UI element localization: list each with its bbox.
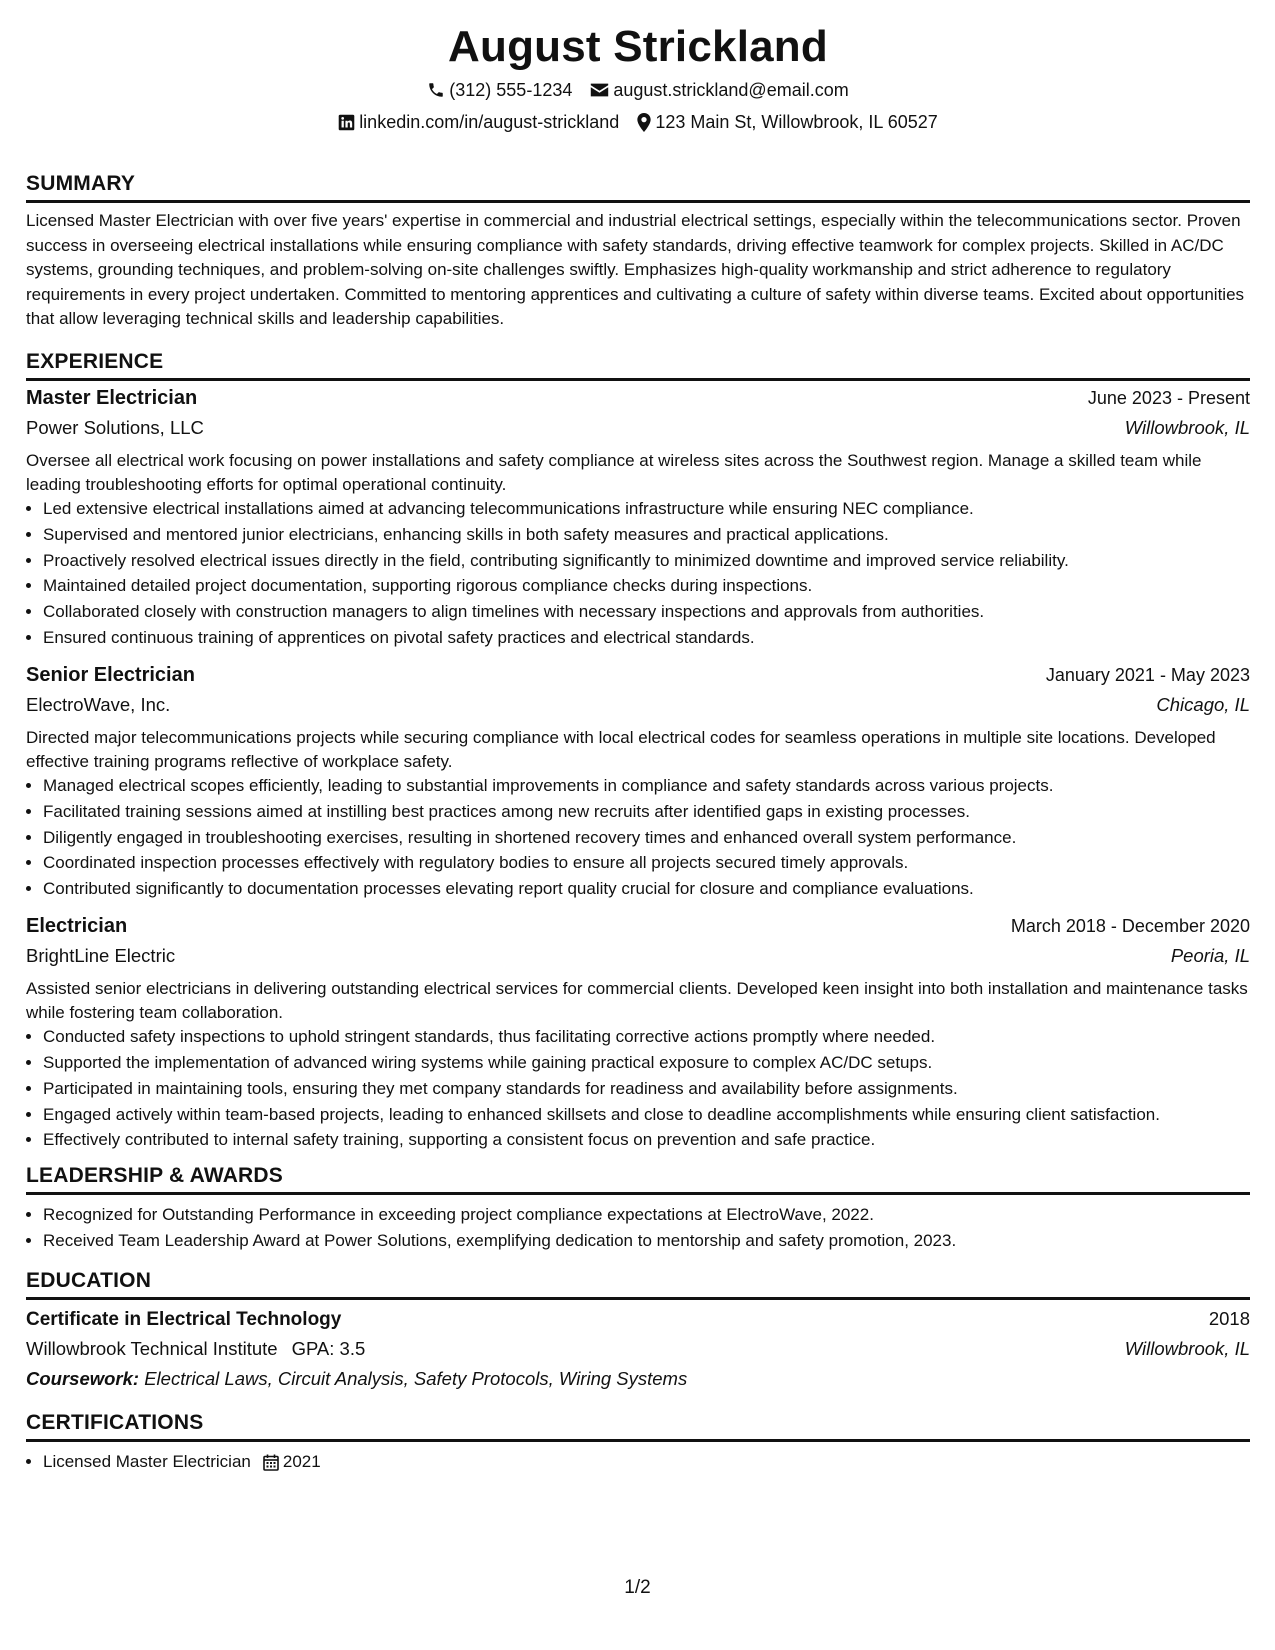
coursework-label: Coursework: xyxy=(26,1368,140,1390)
education-location: Willowbrook, IL xyxy=(1124,1338,1250,1360)
award-item: • Recognized for Outstanding Performance in exceeding project compliance expectations at ElectroWave, 2022. xyxy=(43,1203,1250,1227)
bullet-item: • Led extensive electrical installations aimed at advancing telecommunications infrastructure while ensuring NEC compliance. xyxy=(43,497,1250,521)
contact-row-2 xyxy=(26,106,1250,138)
calendar-icon xyxy=(263,1454,279,1471)
job-description: Oversee all electrical work focusing on power installations and safety compliance at wireless sites across the Southwest region. Manage a skilled team while leading troubleshooting efforts for optimal operational continuity. xyxy=(26,450,1202,494)
job-description: Assisted senior electricians in delivering outstanding electrical services for commercial clients. Developed keen insight into both installation and maintenance tasks while fostering team collaboration. xyxy=(26,979,1248,1023)
bullet-item: • Engaged actively within team-based projects, leading to enhanced skillsets and close to deadline accomplishments while ensuring client satisfaction. xyxy=(43,1103,1250,1127)
linkedin-icon xyxy=(338,114,355,131)
job-bullets xyxy=(26,1025,1250,1152)
company-name: ElectroWave, Inc. xyxy=(26,693,171,715)
linkedin-link[interactable]: linkedin.com/in/august-strickland xyxy=(359,112,620,132)
bullet-item: • Collaborated closely with construction managers to align timelines with necessary inspections and approvals from authorities. xyxy=(43,600,1250,624)
school-name: Willowbrook Technical Institute xyxy=(26,1338,278,1360)
summary-section xyxy=(26,170,1250,332)
job-title: Senior Electrician xyxy=(26,663,195,686)
company-name: Power Solutions, LLC xyxy=(26,416,204,438)
job-dates: June 2023 - Present xyxy=(1087,387,1250,408)
job-bullets xyxy=(26,497,1250,650)
job-title: Electrician xyxy=(26,915,128,938)
summary-text: Licensed Master Electrician with over five years' expertise in commercial and industrial electrical settings, especially within the telecommunications sector. Proven success in overseeing electrical installations while ensuring compliance with safety standards, driving effective teamwork for complex projects. Skilled in AC/DC systems, grounding techniques, and problem-solving on-site challenges swiftly. Emphasizes high-quality workmanship and strict adherence to regulatory requirements in every project undertaken. Committed to mentoring apprentices and cultivating a culture of safety within diverse teams. Excited about opportunities that allow leveraging technical skills and leadership capabilities. xyxy=(26,211,1245,329)
bullet-item: • Proactively resolved electrical issues directly in the field, contributing significantly to minimized downtime and improved service reliability. xyxy=(43,549,1250,573)
job-location: Peoria, IL xyxy=(1170,945,1250,967)
bullet-item: • Maintained detailed project documentation, supporting rigorous compliance checks during inspections. xyxy=(43,574,1250,598)
bullet-item: • Conducted safety inspections to uphold stringent standards, thus facilitating corrective actions promptly where needed. xyxy=(43,1025,1250,1049)
section-title-education: EDUCATION xyxy=(26,1267,1250,1300)
address-text: 123 Main St, Willowbrook, IL 60527 xyxy=(655,112,938,132)
certifications-section xyxy=(26,1409,1250,1474)
certification-bullets xyxy=(26,1450,1250,1474)
resume-page xyxy=(26,0,1250,1476)
phone-icon xyxy=(427,81,445,99)
resume-header xyxy=(26,0,1250,138)
degree-title: Certificate in Electrical Technology xyxy=(26,1309,342,1331)
job-entry xyxy=(26,383,1250,650)
section-title-leadership: LEADERSHIP & AWARDS xyxy=(26,1162,1250,1195)
job-bullets xyxy=(26,774,1250,901)
section-title-summary: SUMMARY xyxy=(26,170,1250,203)
school-line xyxy=(26,1334,365,1363)
education-year: 2018 xyxy=(1208,1308,1250,1330)
page-number: 1/2 xyxy=(624,1577,651,1598)
award-item: • Received Team Leadership Award at Power Solutions, exemplifying dedication to mentorship and safety promotion, 2023. xyxy=(43,1229,1250,1253)
section-title-certifications: CERTIFICATIONS xyxy=(26,1409,1250,1442)
certification-item xyxy=(43,1450,1250,1474)
location-pin-icon xyxy=(637,113,651,132)
award-bullets xyxy=(26,1203,1250,1253)
contact-row-1 xyxy=(26,74,1250,106)
bullet-item: • Participated in maintaining tools, ensuring they met company standards for readiness and availability before assignments. xyxy=(43,1077,1250,1101)
candidate-name: August Strickland xyxy=(448,22,828,71)
experience-section xyxy=(26,348,1250,1152)
job-dates: January 2021 - May 2023 xyxy=(1045,664,1250,685)
bullet-item: • Contributed significantly to documentation processes elevating report quality crucial for closure and compliance evaluations. xyxy=(43,877,1250,901)
job-location: Willowbrook, IL xyxy=(1124,416,1250,438)
phone-contact xyxy=(427,74,572,106)
gpa: GPA: 3.5 xyxy=(291,1338,366,1360)
bullet-item: • Supported the implementation of advanced wiring systems while gaining practical exposure to complex AC/DC setups. xyxy=(43,1051,1250,1075)
linkedin-contact[interactable] xyxy=(338,106,619,138)
section-title-experience: EXPERIENCE xyxy=(26,348,1250,381)
address-contact xyxy=(637,106,937,138)
certification-name: • Licensed Master Electrician xyxy=(43,1452,251,1472)
certification-date xyxy=(263,1450,321,1474)
envelope-icon xyxy=(590,82,609,98)
job-description: Directed major telecommunications projects while securing compliance with local electrical codes for seamless operations in multiple site locations. Developed effective training programs reflective of workplace safety. xyxy=(26,727,1216,771)
job-location: Chicago, IL xyxy=(1156,693,1250,715)
bullet-item: • Coordinated inspection processes effectively with regulatory bodies to ensure all projects secured timely approvals. xyxy=(43,851,1250,875)
bullet-item: • Facilitated training sessions aimed at instilling best practices among new recruits after identified gaps in existing processes. xyxy=(43,800,1250,824)
certification-year: 2021 xyxy=(282,1452,321,1472)
bullet-item: • Effectively contributed to internal safety training, supporting a consistent focus on prevention and safe practice. xyxy=(43,1128,1250,1152)
job-title: Master Electrician xyxy=(26,386,198,409)
coursework-list: Electrical Laws, Circuit Analysis, Safety Protocols, Wiring Systems xyxy=(144,1368,688,1390)
job-entry xyxy=(26,660,1250,901)
job-entry xyxy=(26,911,1250,1152)
leadership-section xyxy=(26,1162,1250,1253)
email-contact[interactable] xyxy=(590,74,848,106)
bullet-item: • Supervised and mentored junior electricians, enhancing skills in both safety measures and practical applications. xyxy=(43,523,1250,547)
phone-text: (312) 555-1234 xyxy=(449,80,573,100)
email-link[interactable]: august.strickland@email.com xyxy=(613,80,849,100)
bullet-item: • Ensured continuous training of apprentices on pivotal safety practices and electrical standards. xyxy=(43,626,1250,650)
bullet-item: • Diligently engaged in troubleshooting exercises, resulting in shortened recovery times and enhanced overall system performance. xyxy=(43,826,1250,850)
company-name: BrightLine Electric xyxy=(26,945,176,967)
job-dates: March 2018 - December 2020 xyxy=(1010,916,1250,937)
coursework-line xyxy=(26,1364,1250,1393)
bullet-item: • Managed electrical scopes efficiently, leading to substantial improvements in compliance and safety standards across various projects. xyxy=(43,774,1250,798)
education-section xyxy=(26,1267,1250,1393)
